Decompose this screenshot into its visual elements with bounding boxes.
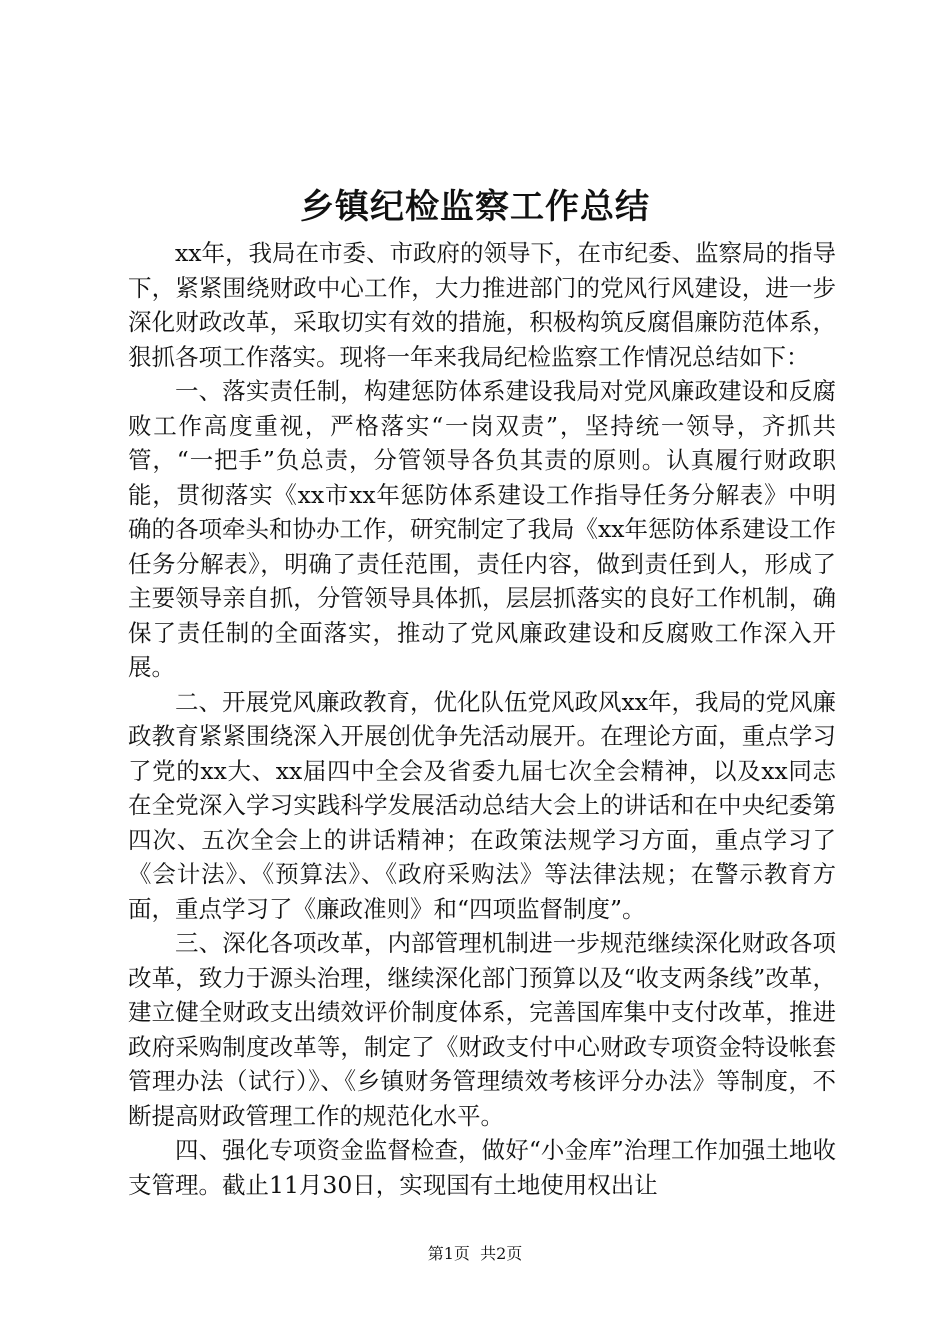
paragraph-section-3: 三、深化各项改革，内部管理机制进一步规范继续深化财政各项改革，致力于源头治理，继续深化部门预算以及“收支两条线”改革，建立健全财政支出绩效评价制度体系，完善国库集中支付改革，推进政府采购制度改革等，制定了《财政支付中心财政专项资金特设帐套管理办法（试行）》、《乡镇财务管理绩效考核评分办法》等制度，不断提高财政管理工作的规范化水平。 <box>128 929 836 1130</box>
document-title: 乡镇纪检监察工作总结 <box>300 187 650 227</box>
paragraph-section-2: 二、开展党风廉政教育，优化队伍党风政风xx年，我局的党风廉政教育紧紧围绕深入开展创优争先活动展开。在理论方面，重点学习了党的xx大、xx届四中全会及省委九届七次全会精神，以及xx同志在全党深入学习实践科学发展活动总结大会上的讲话和在中央纪委第四次、五次全会上的讲话精神；在政策法规学习方面，重点学习了《会计法》、《预算法》、《政府采购法》等法律法规；在警示教育方面，重点学习了《廉政准则》和“四项监督制度”。 <box>128 687 837 923</box>
paragraph-intro: xx年，我局在市委、市政府的领导下，在市纪委、监察局的指导下，紧紧围绕财政中心工作，大力推进部门的党风行风建设，进一步深化财政改革，采取切实有效的措施，积极构筑反腐倡廉防范体系，狠抓各项工作落实。现将一年来我局纪检监察工作情况总结如下： <box>128 239 837 371</box>
document-body <box>128 236 836 1202</box>
paragraph-section-1: 一、落实责任制，构建惩防体系建设我局对党风廉政建设和反腐败工作高度重视，严格落实“一岗双责”，坚持统一领导，齐抓共管，“一把手”负总责，分管领导各负其责的原则。认真履行财政职能，贯彻落实《xx市xx年惩防体系建设工作指导任务分解表》中明确的各项牵头和协办工作，研究制定了我局《xx年惩防体系建设工作任务分解表》，明确了责任范围，责任内容，做到责任到人，形成了主要领导亲自抓，分管领导具体抓，层层抓落实的良好工作机制，确保了责任制的全面落实，推动了党风廉政建设和反腐败工作深入开展。 <box>128 377 837 681</box>
page-footer: 第1页 共2页 <box>427 1244 523 1263</box>
paragraph-section-4: 四、强化专项资金监督检查，做好“小金库”治理工作加强土地收支管理。截止11月30日，实现国有土地使用权出让 <box>128 1136 836 1199</box>
